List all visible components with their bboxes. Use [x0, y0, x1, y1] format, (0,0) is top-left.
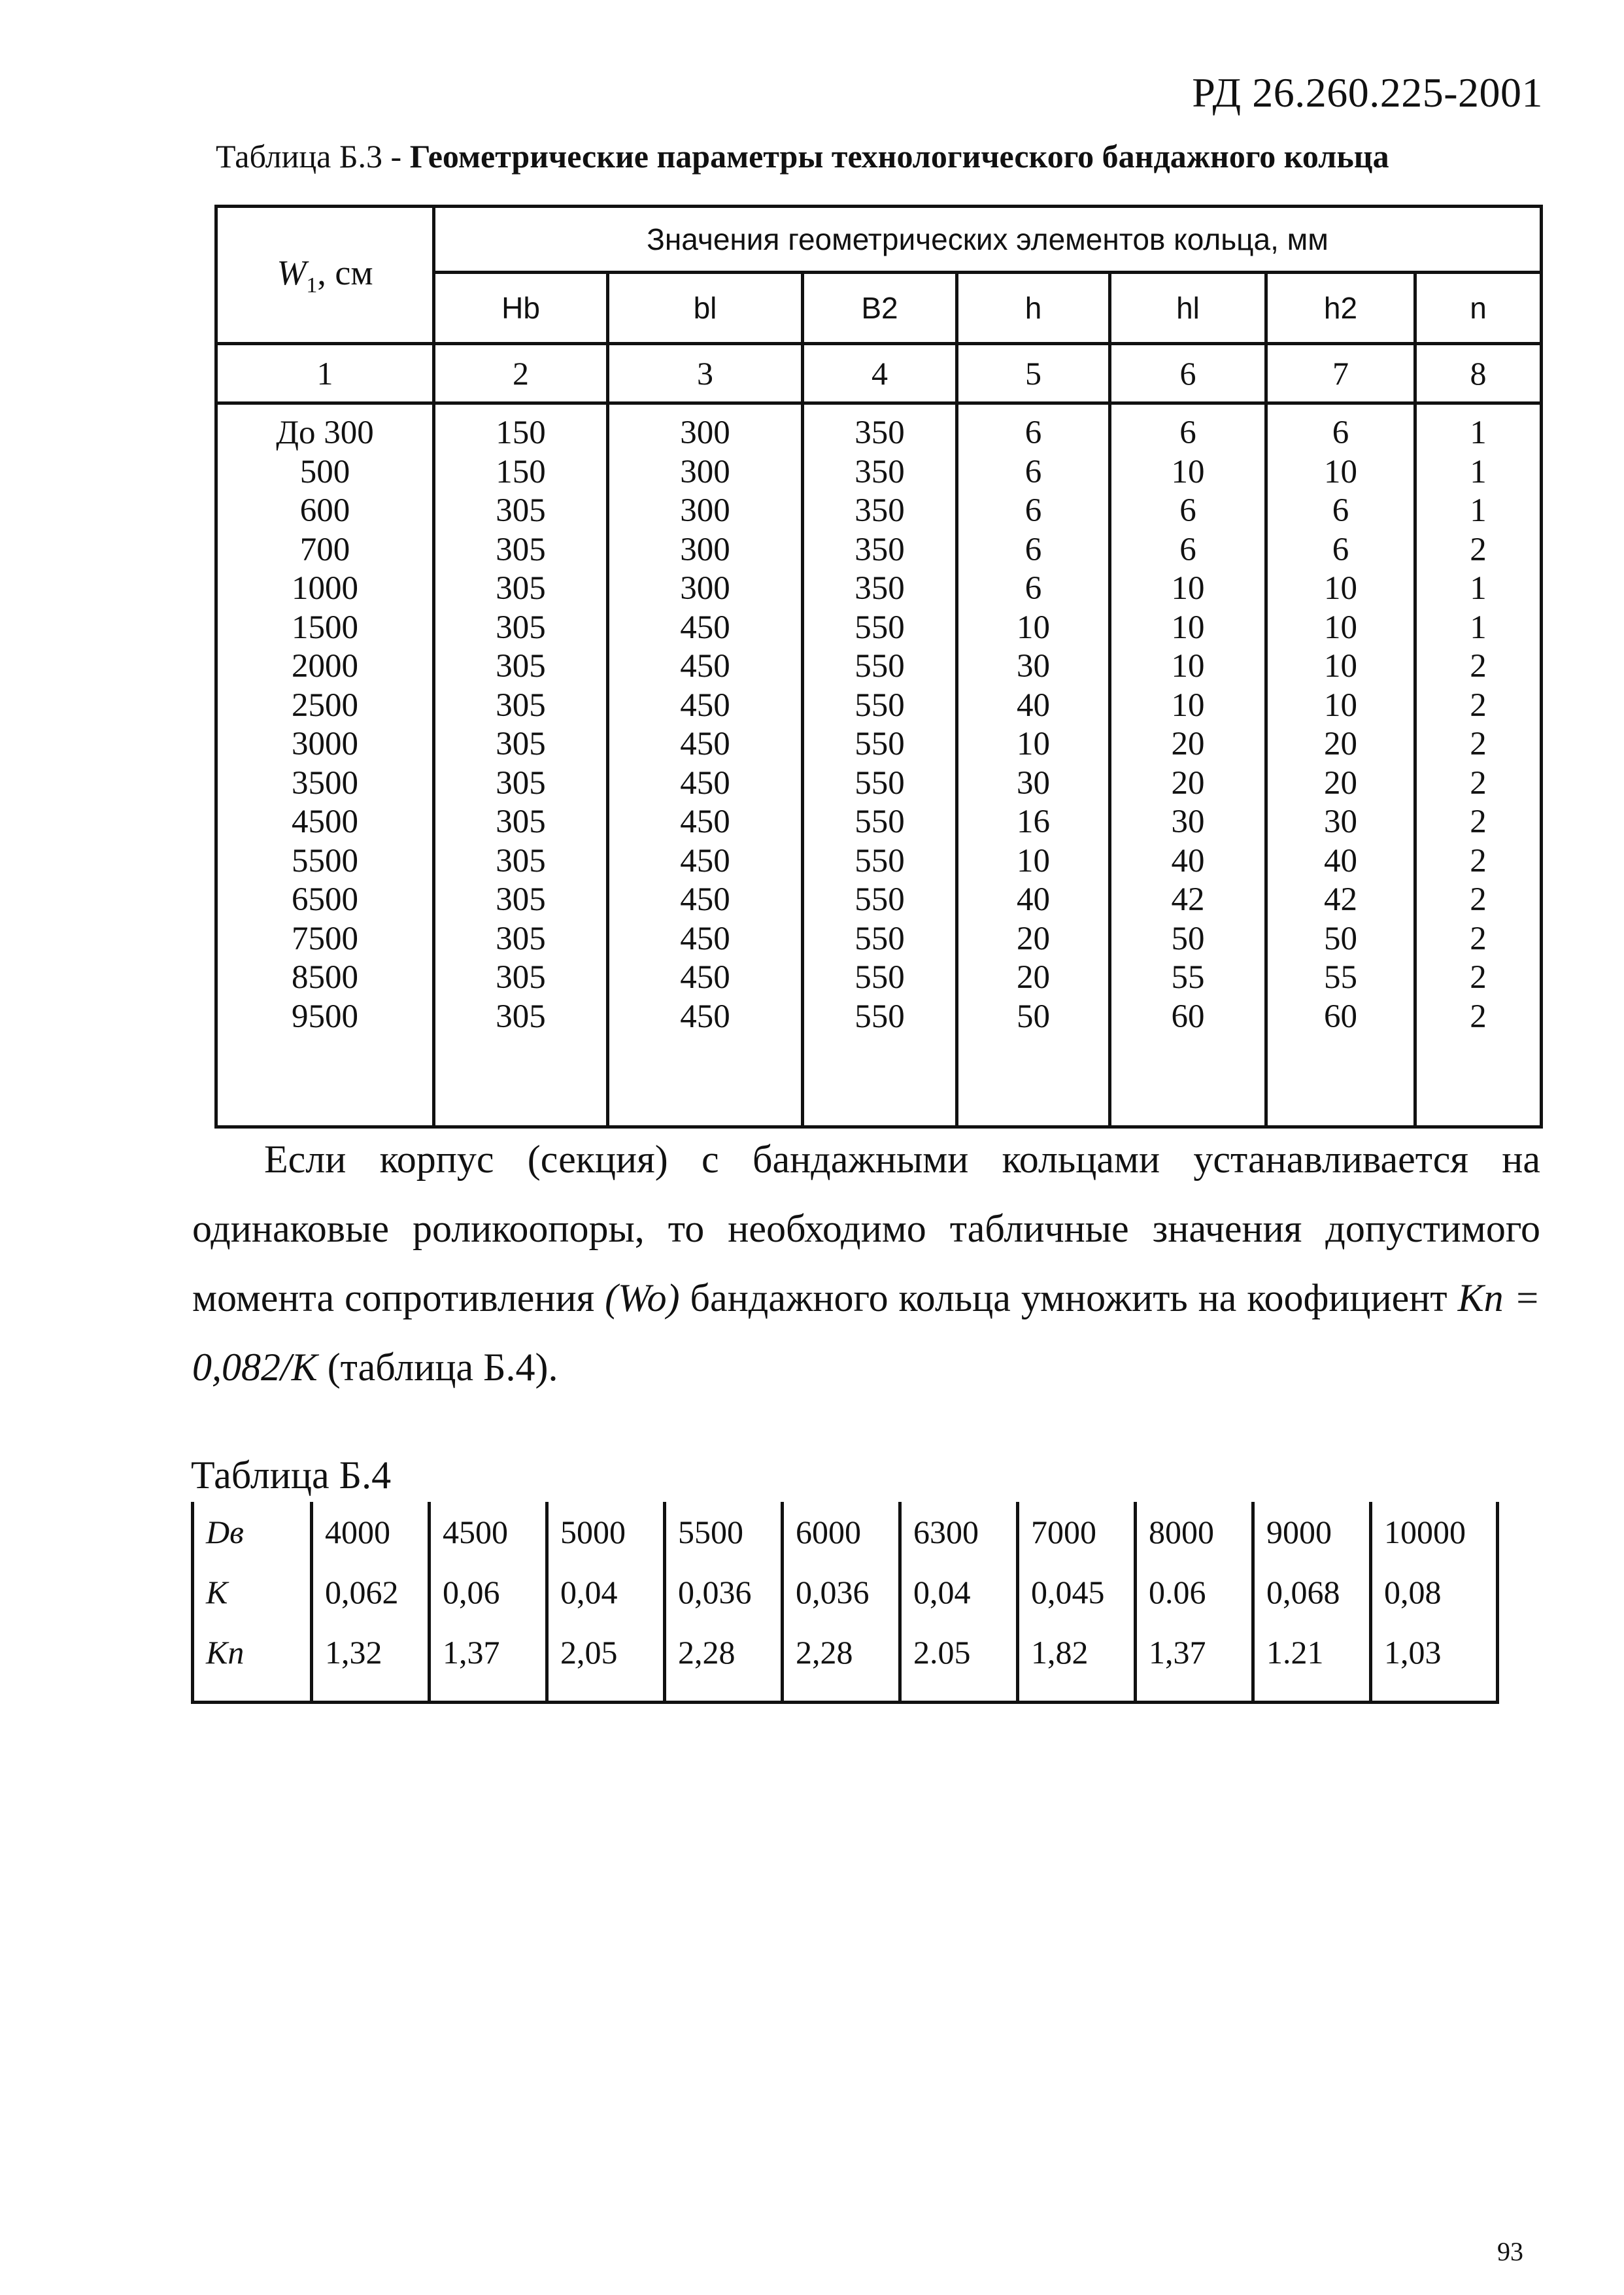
table-cell: 450	[680, 842, 730, 879]
table-cell: 6	[1179, 531, 1196, 568]
column-header-4: B2	[803, 273, 957, 344]
table-cell: 10	[1324, 609, 1357, 646]
table-cell: 8000	[1136, 1502, 1253, 1562]
table-cell: 2	[1470, 998, 1487, 1035]
table-cell: 305	[496, 609, 546, 646]
column-header-8: n	[1415, 273, 1542, 344]
table-cell: 305	[496, 764, 546, 802]
data-column-3	[608, 403, 803, 1127]
data-column-1	[216, 403, 434, 1127]
group-header: Значения геометрических элементов кольца, мм	[434, 207, 1542, 273]
table-cell: 305	[496, 842, 546, 879]
table-cell: 2	[1470, 881, 1487, 918]
table-cell: 5500	[665, 1502, 783, 1562]
table-cell: 1,82	[1018, 1622, 1136, 1703]
table-cell: 1	[1470, 453, 1487, 490]
table-cell: 20	[1324, 764, 1357, 802]
table-cell: 450	[680, 687, 730, 724]
table-b3-caption	[216, 137, 1389, 175]
table-cell: 450	[680, 920, 730, 957]
table-cell: 6	[1332, 531, 1349, 568]
data-column-6	[1110, 403, 1266, 1127]
table-cell: 20	[1324, 726, 1357, 762]
table-cell: 4500	[292, 804, 358, 840]
column-number: 8	[1415, 344, 1542, 403]
table-cell: 2	[1470, 531, 1487, 568]
table-cell: 0,036	[783, 1562, 900, 1622]
table-cell: 550	[854, 881, 905, 918]
table-cell: 3000	[292, 726, 358, 762]
table-cell: 40	[1171, 842, 1205, 879]
data-column-2	[434, 403, 608, 1127]
table-cell: 6500	[292, 881, 358, 918]
table-cell: 60	[1171, 998, 1205, 1035]
table-cell: 30	[1017, 764, 1050, 802]
table-cell: 450	[680, 881, 730, 918]
table-cell: 300	[680, 492, 730, 529]
column-header-3: bl	[608, 273, 803, 344]
document-code: РД 26.260.225-2001	[1192, 69, 1543, 116]
table-cell: 305	[496, 881, 546, 918]
table-cell: 550	[854, 726, 905, 762]
column-header-2: Hb	[434, 273, 608, 344]
table-cell: 10	[1171, 687, 1205, 724]
table-cell: До 300	[276, 415, 374, 451]
table-cell: 305	[496, 648, 546, 685]
table-cell: 40	[1324, 842, 1357, 879]
table-cell: 55	[1171, 959, 1205, 996]
table-cell: 1,32	[312, 1622, 430, 1703]
page-number: 93	[1497, 2237, 1523, 2266]
table-cell: 450	[680, 726, 730, 762]
table-cell: 42	[1324, 881, 1357, 918]
table-b4	[191, 1502, 1499, 1704]
table-cell: 2	[1470, 764, 1487, 802]
table-cell: 350	[854, 453, 905, 490]
table-cell: 8500	[292, 959, 358, 996]
table-cell: 2	[1470, 726, 1487, 762]
table-cell: 300	[680, 531, 730, 568]
column-header-w1: $W_1$, см	[216, 207, 434, 344]
table-cell: 6	[1024, 453, 1042, 490]
table-cell: 10000	[1371, 1502, 1498, 1562]
table-cell: 305	[496, 998, 546, 1035]
row-label: K	[193, 1562, 312, 1622]
table-cell: 350	[854, 492, 905, 529]
table-cell: 9500	[292, 998, 358, 1035]
table-cell: 30	[1171, 804, 1205, 840]
table-b3-caption-title: Геометрические параметры технологического бандажного кольца	[409, 138, 1389, 175]
table-cell: 30	[1324, 804, 1357, 840]
table-cell: 9000	[1253, 1502, 1371, 1562]
table-cell: 1	[1470, 570, 1487, 607]
table-cell: 40	[1017, 881, 1050, 918]
table-cell: 350	[854, 531, 905, 568]
table-cell: 0,036	[665, 1562, 783, 1622]
table-cell: 300	[680, 415, 730, 451]
table-cell: 305	[496, 570, 546, 607]
table-cell: 450	[680, 648, 730, 685]
table-cell: 10	[1171, 609, 1205, 646]
table-cell: 0,06	[430, 1562, 547, 1622]
table-cell: 55	[1324, 959, 1357, 996]
table-b4-caption: Таблица Б.4	[191, 1454, 392, 1497]
table-cell: 550	[854, 609, 905, 646]
table-cell: 6	[1024, 415, 1042, 451]
table-cell: 550	[854, 687, 905, 724]
table-cell: 7000	[1018, 1502, 1136, 1562]
table-cell: 350	[854, 570, 905, 607]
table-cell: 450	[680, 609, 730, 646]
table-cell: 305	[496, 920, 546, 957]
table-cell: 1,37	[1136, 1622, 1253, 1703]
table-cell: 10	[1017, 609, 1050, 646]
table-cell: 10	[1017, 726, 1050, 762]
table-cell: 10	[1324, 453, 1357, 490]
table-cell: 60	[1324, 998, 1357, 1035]
row-label: Dв	[193, 1502, 312, 1562]
table-cell: 0,045	[1018, 1562, 1136, 1622]
table-cell: 150	[496, 453, 546, 490]
table-cell: 40	[1017, 687, 1050, 724]
column-header-6: hl	[1110, 273, 1266, 344]
table-cell: 10	[1324, 648, 1357, 685]
table-cell: 10	[1171, 570, 1205, 607]
table-cell: 10	[1171, 453, 1205, 490]
table-cell: 450	[680, 764, 730, 802]
table-cell: 6	[1024, 570, 1042, 607]
table-cell: 20	[1171, 726, 1205, 762]
column-number: 6	[1110, 344, 1266, 403]
table-cell: 450	[680, 998, 730, 1035]
table-cell: 2	[1470, 959, 1487, 996]
table-cell: 550	[854, 764, 905, 802]
row-label: Kn	[193, 1622, 312, 1703]
table-cell: 2	[1470, 804, 1487, 840]
column-number: 5	[957, 344, 1110, 403]
table-cell: 7500	[292, 920, 358, 957]
table-cell: 20	[1171, 764, 1205, 802]
table-cell: 10	[1017, 842, 1050, 879]
table-cell: 6	[1332, 415, 1349, 451]
column-header-7: h2	[1266, 273, 1415, 344]
table-cell: 5500	[292, 842, 358, 879]
table-cell: 305	[496, 492, 546, 529]
table-cell: 2000	[292, 648, 358, 685]
table-cell: 6000	[783, 1502, 900, 1562]
table-cell: 450	[680, 804, 730, 840]
table-cell: 550	[854, 648, 905, 685]
table-cell: 6	[1024, 531, 1042, 568]
table-cell: 0,08	[1371, 1562, 1498, 1622]
body-paragraph: Если корпус (секция) с бандажными кольцами устанавливается на одинаковые роликоопоры, то необходимо табличные значения допустимого момента сопротивления (Wo) бандажного кольца умножить на коофициент Kn = 0,082/K (таблица Б.4).	[192, 1138, 1540, 1389]
table-cell: 5000	[547, 1502, 665, 1562]
table-cell: 2,28	[665, 1622, 783, 1703]
table-cell: 1.21	[1253, 1622, 1371, 1703]
table-row	[193, 1622, 1498, 1703]
table-cell: 2	[1470, 920, 1487, 957]
table-cell: 600	[299, 492, 350, 529]
table-cell: 305	[496, 531, 546, 568]
table-cell: 0,04	[900, 1562, 1018, 1622]
table-cell: 50	[1324, 920, 1357, 957]
table-b3	[214, 205, 1543, 1129]
table-cell: 50	[1171, 920, 1205, 957]
kn-formula: Kn = 0,082/K	[192, 1276, 1540, 1389]
table-cell: 2,05	[547, 1622, 665, 1703]
table-cell: 700	[299, 531, 350, 568]
table-cell: 10	[1171, 648, 1205, 685]
table-cell: 1	[1470, 415, 1487, 451]
table-cell: 0,062	[312, 1562, 430, 1622]
data-column-5	[957, 403, 1110, 1127]
table-cell: 6	[1024, 492, 1042, 529]
table-cell: 50	[1017, 998, 1050, 1035]
table-cell: 4500	[430, 1502, 547, 1562]
table-cell: 1000	[292, 570, 358, 607]
table-cell: 30	[1017, 648, 1050, 685]
table-cell: 1	[1470, 492, 1487, 529]
table-cell: 2,28	[783, 1622, 900, 1703]
table-cell: 0.06	[1136, 1562, 1253, 1622]
table-cell: 1	[1470, 609, 1487, 646]
data-column-8	[1415, 403, 1542, 1127]
table-cell: 450	[680, 959, 730, 996]
table-cell: 4000	[312, 1502, 430, 1562]
table-cell: 2	[1470, 687, 1487, 724]
table-cell: 550	[854, 920, 905, 957]
table-cell: 300	[680, 453, 730, 490]
table-cell: 305	[496, 726, 546, 762]
table-cell: 2.05	[900, 1622, 1018, 1703]
data-column-7	[1266, 403, 1415, 1127]
wo-symbol: (Wo)	[605, 1276, 680, 1319]
table-b3-caption-prefix: Таблица Б.3 -	[216, 138, 410, 175]
table-cell: 550	[854, 959, 905, 996]
table-cell: 2	[1470, 648, 1487, 685]
table-cell: 3500	[292, 764, 358, 802]
column-number: 2	[434, 344, 608, 403]
table-cell: 305	[496, 687, 546, 724]
table-cell: 6	[1179, 492, 1196, 529]
table-cell: 2	[1470, 842, 1487, 879]
table-cell: 1500	[292, 609, 358, 646]
table-row	[193, 1502, 1498, 1562]
table-cell: 20	[1017, 959, 1050, 996]
table-cell: 2500	[292, 687, 358, 724]
table-cell: 305	[496, 959, 546, 996]
table-cell: 6300	[900, 1502, 1018, 1562]
table-cell: 550	[854, 998, 905, 1035]
table-cell: 20	[1017, 920, 1050, 957]
data-column-4	[803, 403, 957, 1127]
column-header-5: h	[957, 273, 1110, 344]
table-cell: 6	[1179, 415, 1196, 451]
table-cell: 300	[680, 570, 730, 607]
column-number: 4	[803, 344, 957, 403]
table-cell: 500	[299, 453, 350, 490]
table-row	[193, 1562, 1498, 1622]
column-number: 1	[216, 344, 434, 403]
table-cell: 10	[1324, 687, 1357, 724]
table-cell: 150	[496, 415, 546, 451]
table-cell: 16	[1017, 804, 1050, 840]
table-cell: 350	[854, 415, 905, 451]
table-cell: 550	[854, 804, 905, 840]
column-number: 3	[608, 344, 803, 403]
table-cell: 42	[1171, 881, 1205, 918]
table-cell: 1,03	[1371, 1622, 1498, 1703]
table-cell: 6	[1332, 492, 1349, 529]
table-cell: 10	[1324, 570, 1357, 607]
table-cell: 0,068	[1253, 1562, 1371, 1622]
table-cell: 550	[854, 842, 905, 879]
table-cell: 0,04	[547, 1562, 665, 1622]
column-number: 7	[1266, 344, 1415, 403]
table-cell: 1,37	[430, 1622, 547, 1703]
table-cell: 305	[496, 804, 546, 840]
